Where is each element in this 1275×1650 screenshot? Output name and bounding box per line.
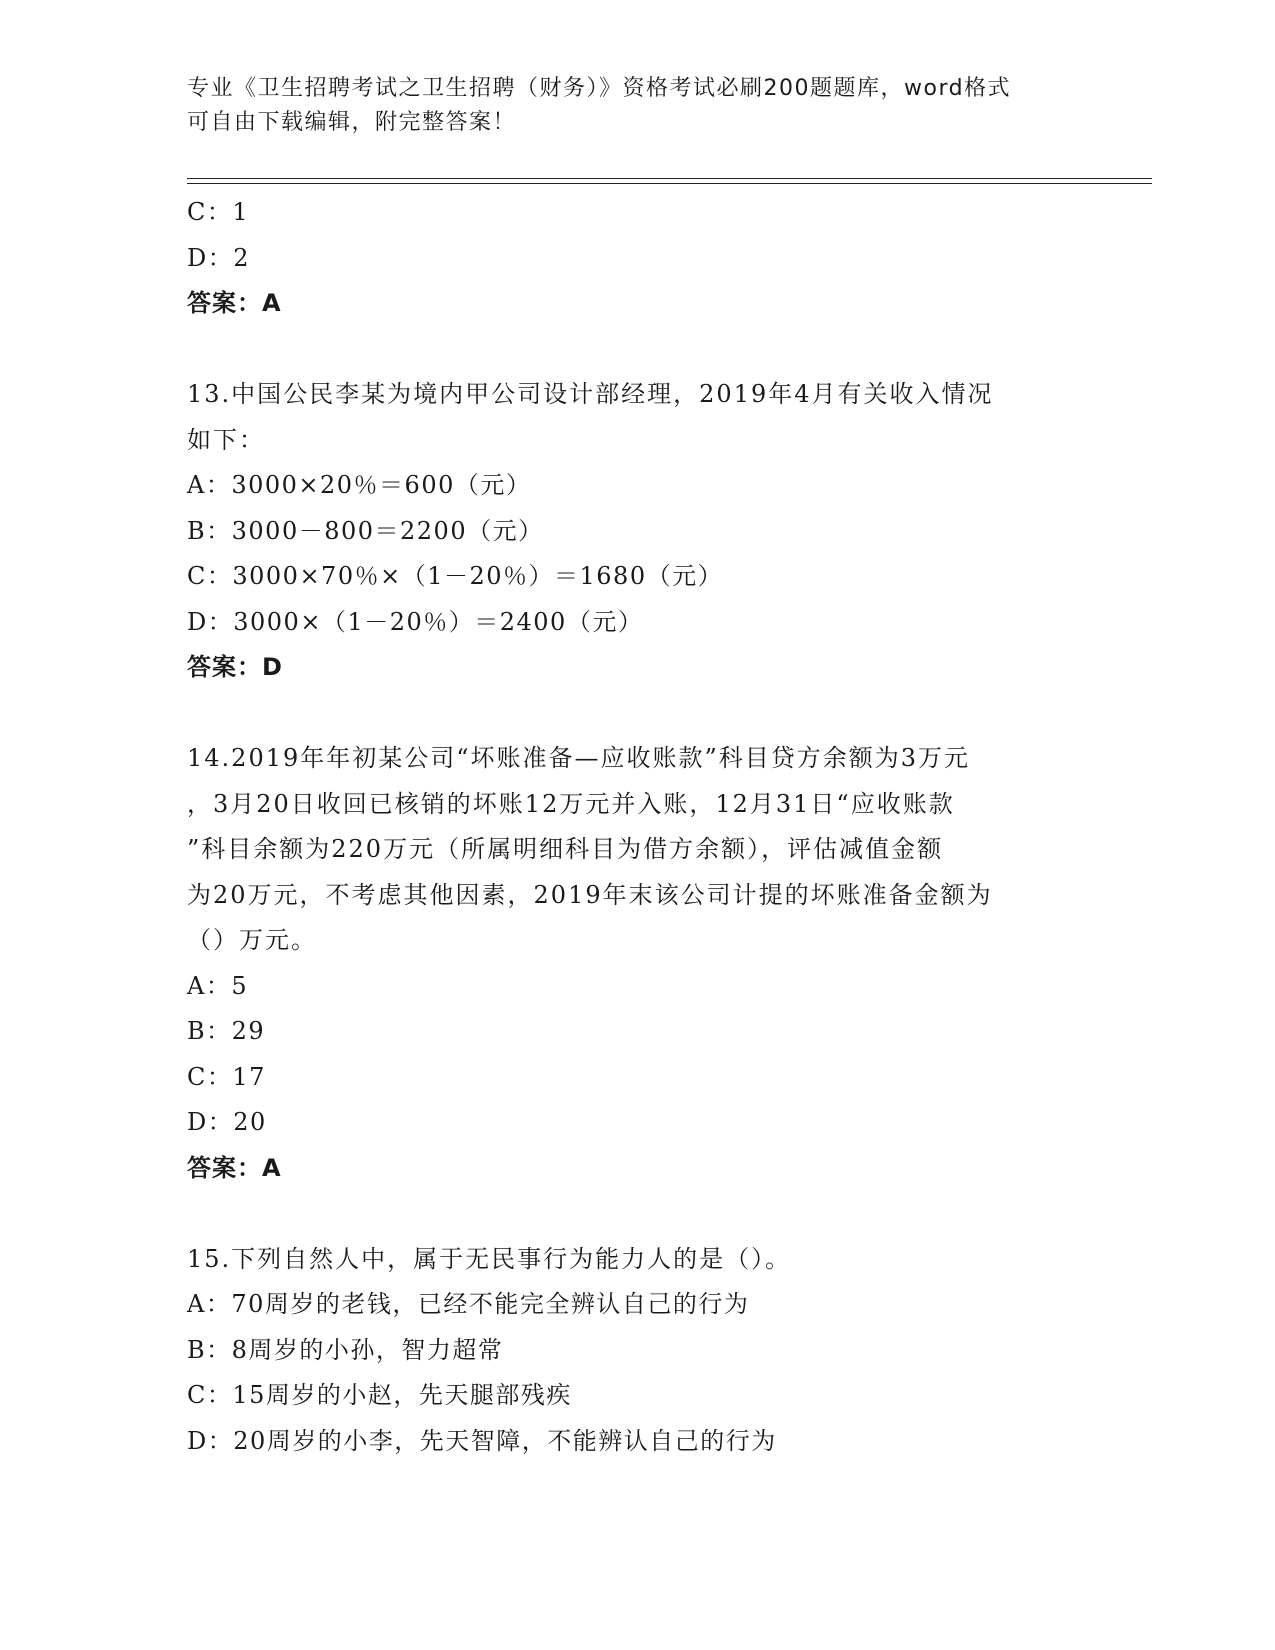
question-stem-line: ，3月20日收回已核销的坏账12万元并入账，12月31日“应收账款 xyxy=(187,789,955,818)
question-12 xyxy=(187,190,1087,327)
header-title-line-1: 专业《卫生招聘考试之卫生招聘（财务）》资格考试必刷200题题库，word格式 xyxy=(187,76,1012,101)
option-d: D：20周岁的小李，先天智障，不能辨认自己的行为 xyxy=(187,1426,777,1455)
option-c: C：3000×70％×（1－20％）＝1680（元） xyxy=(187,562,724,590)
answer-line: 答案：A xyxy=(187,1153,282,1182)
answer-line: 答案：D xyxy=(187,653,283,681)
option-a: A：5 xyxy=(187,971,249,1000)
spacer xyxy=(187,1191,1087,1237)
header-divider-bottom xyxy=(187,183,1152,184)
header-title-line-2: 可自由下载编辑，附完整答案！ xyxy=(187,110,517,135)
spacer xyxy=(187,327,1087,373)
page-header xyxy=(187,72,1087,140)
option-d: D：2 xyxy=(187,243,251,272)
question-stem-line: 为20万元，不考虑其他因素，2019年末该公司计提的坏账准备金额为 xyxy=(187,880,993,909)
question-15 xyxy=(187,1237,1087,1465)
question-stem-line: 如下： xyxy=(187,425,265,454)
answer-line: 答案：A xyxy=(187,289,282,317)
question-stem-line: （）万元。 xyxy=(187,926,317,954)
option-d: D：20 xyxy=(187,1108,267,1136)
option-b: B：3000－800＝2200（元） xyxy=(187,516,544,545)
spacer xyxy=(187,691,1087,737)
option-c: C：17 xyxy=(187,1062,266,1091)
option-c: C：15周岁的小赵，先天腿部残疾 xyxy=(187,1381,572,1409)
question-stem-line: 14.2019年年初某公司“坏账准备—应收账款”科目贷方余额为3万元 xyxy=(187,744,971,772)
question-stem-line: ”科目余额为220万元（所属明细科目为借方余额），评估减值金额 xyxy=(187,835,944,863)
option-c: C：1 xyxy=(187,198,250,226)
question-14 xyxy=(187,736,1087,1191)
question-stem-line: 13.中国公民李某为境内甲公司设计部经理，2019年4月有关收入情况 xyxy=(187,380,994,408)
option-a: A：70周岁的老钱，已经不能完全辨认自己的行为 xyxy=(187,1290,750,1318)
option-b: B：8周岁的小孙，智力超常 xyxy=(187,1335,504,1364)
question-list xyxy=(187,190,1087,1464)
option-b: B：29 xyxy=(187,1017,266,1045)
option-d: D：3000×（1－20％）＝2400（元） xyxy=(187,607,644,636)
question-13 xyxy=(187,372,1087,691)
option-a: A：3000×20％＝600（元） xyxy=(187,471,532,499)
question-stem-line: 15.下列自然人中，属于无民事行为能力人的是（）。 xyxy=(187,1244,792,1273)
header-divider-top xyxy=(187,178,1152,179)
